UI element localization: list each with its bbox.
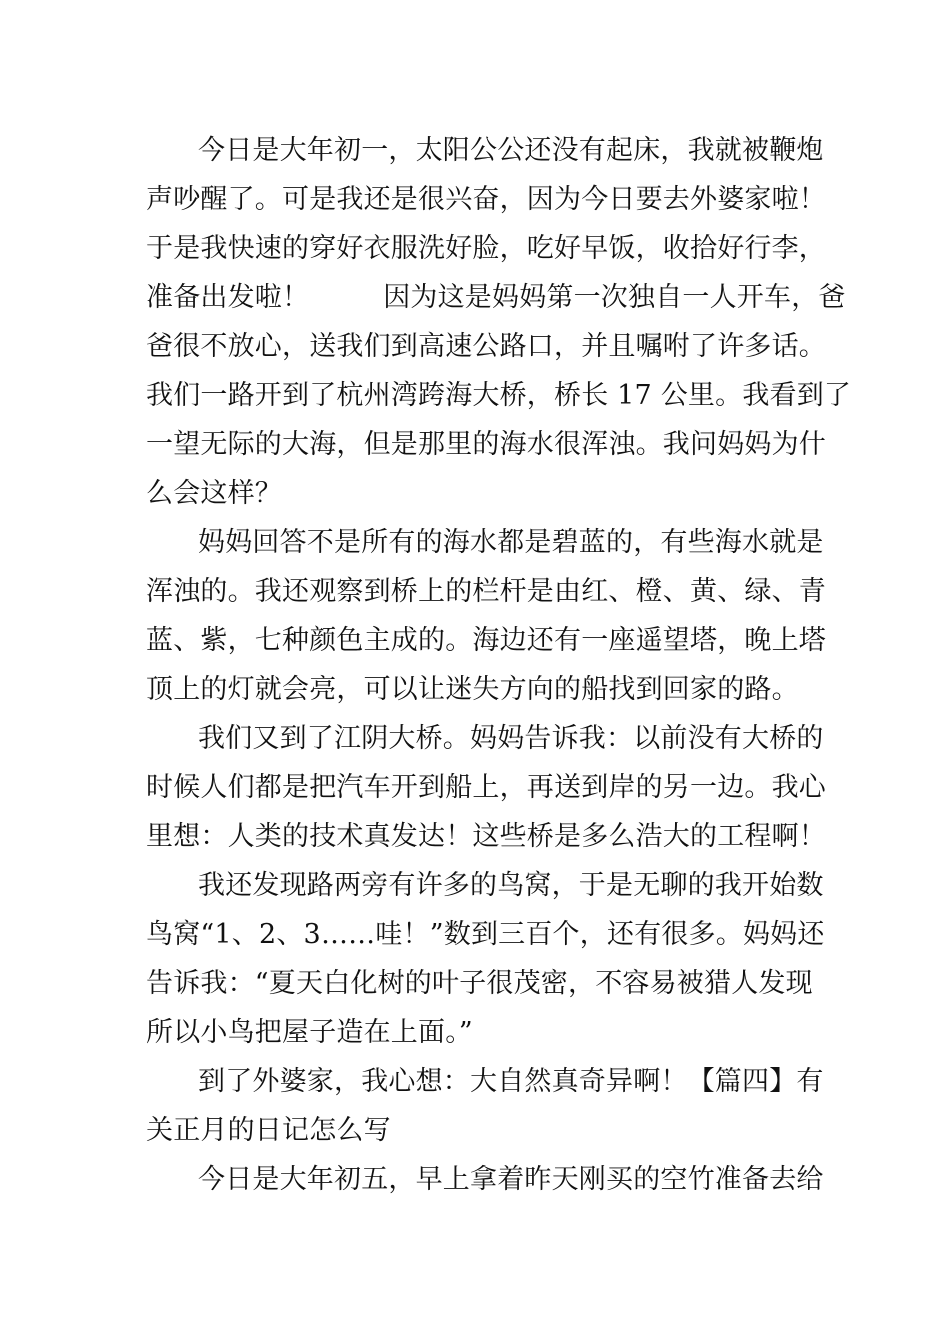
paragraph-1-line-2: 声吵醒了。可是我还是很兴奋，因为今日要去外婆家啦！ — [146, 184, 826, 215]
paragraph-5-line-1: 到了外婆家，我心想：大自然真奇异啊！【篇四】有 — [198, 1066, 824, 1097]
paragraph-2-line-3: 蓝、紫，七种颜色主成的。海边还有一座遥望塔，晚上塔 — [146, 625, 826, 656]
paragraph-2-line-4: 顶上的灯就会亮，可以让迷失方向的船找到回家的路。 — [146, 674, 799, 705]
paragraph-4-line-4: 所以小鸟把屋子造在上面。” — [146, 1017, 473, 1048]
paragraph-1-line-8: 么会这样？ — [146, 478, 282, 509]
paragraph-4-line-3: 告诉我：“夏天白化树的叶子很茂密，不容易被猎人发现 — [146, 968, 813, 999]
paragraph-1-line-4 — [146, 278, 846, 318]
paragraph-6-line-1: 今日是大年初五，早上拿着昨天刚买的空竹准备去给 — [198, 1164, 824, 1195]
paragraph-2-line-2: 浑浊的。我还观察到桥上的栏杆是由红、橙、黄、绿、青 — [146, 576, 826, 607]
paragraph-2-line-1: 妈妈回答不是所有的海水都是碧蓝的，有些海水就是 — [198, 527, 824, 558]
paragraph-3-line-2: 时候人们都是把汽车开到船上，再送到岸的另一边。我心 — [146, 772, 826, 803]
paragraph-1-line-4-end: 因为这是妈妈第一次独自一人开车，爸 — [383, 282, 846, 313]
paragraph-1-line-1: 今日是大年初一，太阳公公还没有起床，我就被鞭炮 — [198, 135, 824, 166]
paragraph-1-line-5: 爸很不放心，送我们到高速公路口，并且嘱咐了许多话。 — [146, 331, 826, 362]
paragraph-1-line-6: 我们一路开到了杭州湾跨海大桥，桥长 17 公里。我看到了 — [146, 380, 852, 411]
paragraph-1-line-4-start: 准备出发啦！ — [146, 282, 310, 313]
paragraph-4-line-1: 我还发现路两旁有许多的鸟窝，于是无聊的我开始数 — [198, 870, 824, 901]
paragraph-3-line-3: 里想：人类的技术真发达！这些桥是多么浩大的工程啊！ — [146, 821, 826, 852]
paragraph-1-line-3: 于是我快速的穿好衣服洗好脸，吃好早饭，收拾好行李， — [146, 233, 826, 264]
paragraph-1-line-7: 一望无际的大海，但是那里的海水很浑浊。我问妈妈为什 — [146, 429, 826, 460]
paragraph-3-line-1: 我们又到了江阴大桥。妈妈告诉我：以前没有大桥的 — [198, 723, 824, 754]
paragraph-5-line-2: 关正月的日记怎么写 — [146, 1115, 391, 1146]
paragraph-4-line-2: 鸟窝“1、2、3……哇！”数到三百个，还有很多。妈妈还 — [146, 919, 825, 950]
